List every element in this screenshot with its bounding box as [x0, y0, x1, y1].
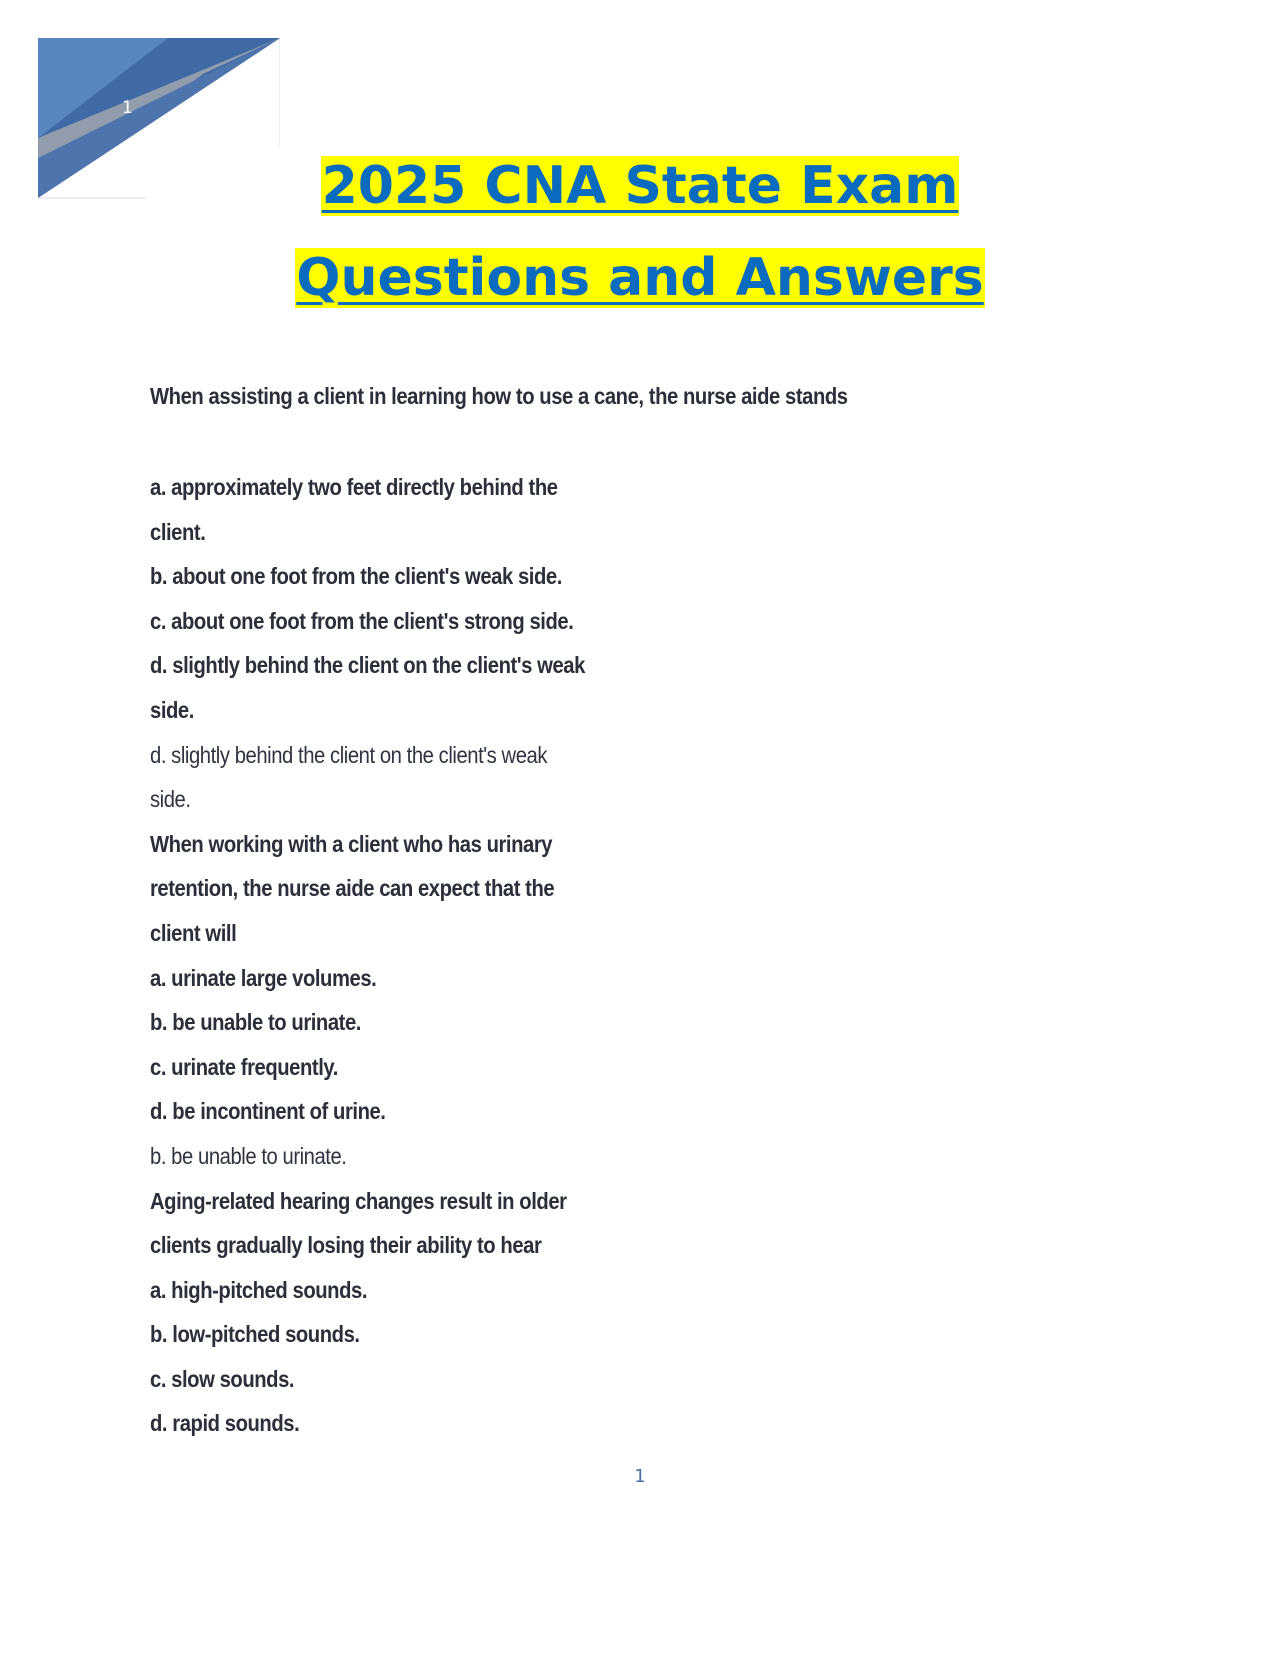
question-line: When working with a client who has urinary [150, 830, 553, 857]
question-line: clients gradually losing their ability to hear [150, 1232, 542, 1259]
option-line: b. about one foot from the client's weak side. [150, 563, 562, 590]
option-line: b. be unable to urinate. [150, 1009, 361, 1036]
option-line: d. rapid sounds. [150, 1410, 300, 1437]
option-line: c. urinate frequently. [150, 1053, 338, 1080]
lead-question: When assisting a client in learning how to use a cane, the nurse aide stands [150, 383, 848, 409]
document-title [0, 140, 1280, 324]
option-line: d. be incontinent of urine. [150, 1098, 386, 1125]
answer-line: b. be unable to urinate. [150, 1142, 347, 1169]
option-line: a. urinate large volumes. [150, 964, 377, 991]
option-line: b. low-pitched sounds. [150, 1321, 360, 1348]
question-line: retention, the nurse aide can expect that the [150, 875, 555, 902]
option-line: client. [150, 518, 206, 545]
question-content [150, 374, 1110, 1446]
option-line: c. about one foot from the client's strong side. [150, 607, 574, 634]
option-line: a. high-pitched sounds. [150, 1276, 368, 1303]
option-line: a. approximately two feet directly behind the [150, 474, 558, 500]
title-line-2: Questions and Answers [296, 248, 984, 308]
answer-line: d. slightly behind the client on the client's weak [150, 741, 548, 768]
answer-line: side. [150, 786, 191, 813]
question-line: client will [150, 919, 237, 946]
option-line: c. slow sounds. [150, 1365, 295, 1392]
corner-page-number: 1 [122, 98, 133, 118]
footer-page-number: 1 [634, 1466, 646, 1487]
title-line-1: 2025 CNA State Exam [321, 156, 959, 216]
option-line: d. slightly behind the client on the client's weak [150, 652, 585, 679]
question-line: Aging-related hearing changes result in older [150, 1187, 567, 1214]
question-lines [150, 465, 1110, 1446]
option-line: side. [150, 696, 194, 723]
